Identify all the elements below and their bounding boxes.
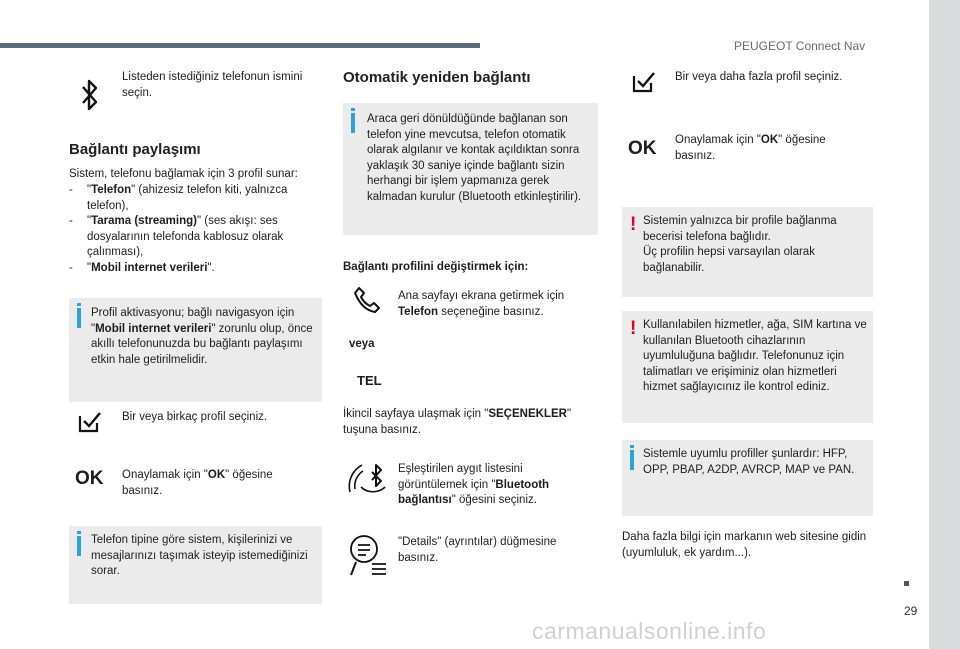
list-item: - "Tarama (streaming)" (ses akışı: ses dosyalarının telefonda kablosuz olarak çalınması), (69, 215, 284, 258)
warning-icon: ! (630, 318, 637, 339)
phone-icon (352, 285, 382, 315)
checkbox-icon (632, 70, 656, 94)
list-item: - "Telefon" (ahizesiz telefon kiti, yalnızca telefon), (69, 184, 288, 212)
profile-name: Telefon (91, 184, 132, 196)
watermark: carmanualsonline.info (532, 618, 767, 644)
info-text: Sistemle uyumlu profiller şunlardır: HFP, OPP, PBAP, A2DP, AVRCP, MAP ve PAN. (643, 448, 855, 476)
section-heading-connection-sharing: Bağlantı paylaşımı (69, 141, 201, 158)
step-text: İkincil sayfaya ulaşmak için " (343, 408, 489, 420)
checkbox-icon (78, 410, 102, 434)
info-text-part: Profil aktivasyonu; bağlı navigasyon için " (91, 307, 295, 335)
ok-icon: OK (628, 138, 657, 159)
subheading-change-profile: Bağlantı profilini değiştirmek için: (343, 261, 529, 273)
step-text: Onaylamak için " (675, 134, 761, 146)
page-edge-tab (929, 0, 960, 649)
warning-box-single-profile (622, 207, 873, 297)
warning-box-services (622, 311, 873, 423)
more-info-text: Daha fazla bilgi için markanın web sitesine gidin (uyumluluk, ek yardım...). (622, 531, 867, 559)
list-item: - "Mobil internet verileri". (69, 261, 215, 274)
profile-list (69, 183, 324, 276)
step-text: " öğesine basınız. (122, 469, 273, 497)
info-box-auto-reconnect (343, 103, 598, 235)
info-icon (630, 450, 634, 470)
or-label: veya (349, 338, 375, 350)
info-box-compatible-profiles (622, 440, 873, 516)
info-text-part: " zorunlu olup, önce akıllı telefonunuzda bu bağlantı paylaşımı etkin hale getirilmelidir. (91, 322, 313, 366)
details-icon (348, 534, 388, 578)
ok-icon: OK (75, 468, 104, 489)
info-text (91, 306, 315, 368)
ok-label: OK (207, 469, 226, 481)
bluetooth-connection-icon (346, 460, 388, 502)
step-details-button: "Details" (ayrıntılar) düğmesine basınız. (398, 536, 557, 564)
page-number: 29 (904, 604, 918, 618)
top-rule (0, 43, 480, 48)
profile-name: Mobil internet verileri (91, 261, 208, 274)
info-icon (77, 536, 81, 556)
step-text: Ana sayfayı ekrana getirmek için (398, 290, 565, 302)
tel-key-icon: TEL (357, 373, 382, 388)
profile-desc: (ses akışı: ses dosyalarının telefonda kablosuz olarak çalınması), (87, 215, 284, 258)
info-box-profile-activation (69, 298, 322, 402)
step-text-bold: Bluetooth bağlantısı (398, 478, 550, 506)
continuation-marker (904, 581, 909, 586)
step-text: " tuşuna basınız. (343, 408, 572, 436)
step-text: " öğesini seçiniz. (451, 494, 537, 506)
step-text: seçeneğine basınız. (438, 305, 544, 318)
info-text: Araca geri dönüldüğünde bağlanan son telefon yine mevcutsa, telefon otomatik olarak algılanır ve kontak açıldıktan sonra yaklaşık 30 saniye içinde bağlantı sizin herhangi bir işlem yapmanıza gerek kalmadan kurulur (Bluetooth etkinleştirilir). (367, 113, 582, 203)
step-confirm-ok (122, 468, 312, 499)
step-select-profiles-2: Bir veya daha fazla profil seçiniz. (675, 71, 843, 83)
info-text-bold: Mobil internet verileri (95, 322, 212, 335)
step-select-profiles: Bir veya birkaç profil seçiniz. (122, 411, 268, 423)
bluetooth-icon (80, 78, 100, 112)
ok-label: OK (760, 134, 779, 146)
step-select-phone: Listeden istediğiniz telefonun ismini seçin. (122, 71, 303, 99)
profile-desc: . (211, 261, 215, 274)
info-text: Telefon tipine göre sistem, kişilerinizi ve mesajlarınızı taşımak isteyip istemediğinizi sorar. (91, 534, 308, 577)
step-text: " öğesine basınız. (675, 134, 826, 162)
step-text: Eşleştirilen aygıt listesini görüntülemek için " (398, 463, 523, 491)
running-header: PEUGEOT Connect Nav (734, 39, 866, 53)
info-box-phone-type (69, 526, 322, 604)
profile-desc: (ahizesiz telefon kiti, yalnızca telefon), (87, 184, 288, 212)
step-text-bold: SEÇENEKLER (488, 408, 567, 420)
warning-text: Sistemin yalnızca bir profile bağlanma becerisi telefona bağlıdır. Üç profilin hepsi varsayılan olarak bağlanabilir. (643, 215, 837, 274)
section-heading-auto-reconnect: Otomatik yeniden bağlantı (343, 69, 531, 86)
profile-name: Tarama (streaming) (91, 215, 197, 227)
step-text: Onaylamak için " (122, 469, 208, 481)
step-text-bold: Telefon (398, 305, 439, 318)
warning-text: Kullanılabilen hizmetler, ağa, SIM kartına ve kullanılan Bluetooth cihazlarının uyumluluğuna bağlıdır. Telefonunuz için talimatları ve erişiminiz olan hizmetleri hizmet sağlayıcınız ile kontrol ediniz. (643, 319, 867, 393)
step-bluetooth-connection (398, 462, 588, 509)
info-icon (77, 308, 81, 328)
step-open-phone (398, 289, 588, 320)
step-confirm-ok-2 (675, 133, 865, 164)
info-icon (351, 113, 355, 133)
profiles-intro: Sistem, telefonu bağlamak için 3 profil sunar: (69, 168, 298, 180)
step-options (343, 407, 598, 438)
warning-icon: ! (630, 214, 637, 235)
